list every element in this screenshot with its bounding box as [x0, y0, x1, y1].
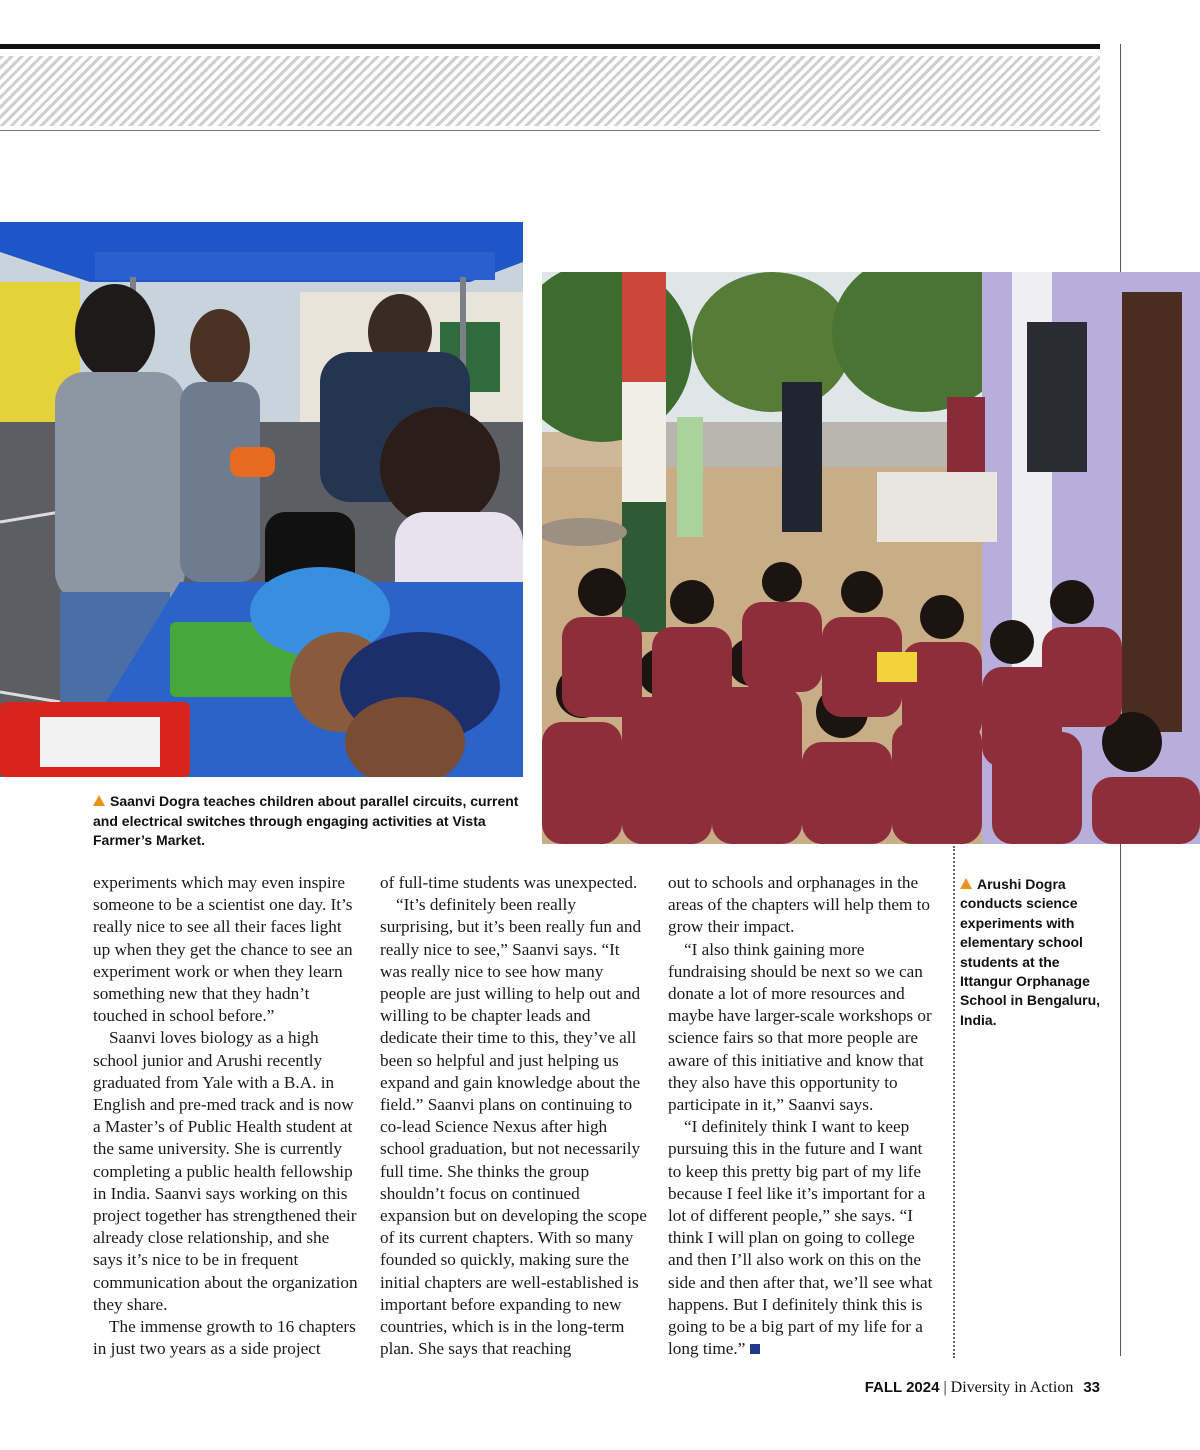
caption-market-text: Saanvi Dogra teaches children about parallel circuits, current and electrical switches through engaging activities at Vista Farmer’s Market. — [93, 793, 519, 848]
header-bottom-rule — [0, 130, 1100, 131]
article-paragraph: The immense growth to 16 chapters in just two years as a side project — [93, 1317, 356, 1359]
article-paragraph: Saanvi loves biology as a high school junior and Arushi recently graduated from Yale with a B.A. in English and pre-med track and is now a Master’s of Public Health student at the same university. She is currently completing a public health fellowship in India. Saanvi says working on this project together has strengthened their already close relationship, and she says it’s nice to be in frequent communication about the organization they share. — [93, 1028, 358, 1314]
caption-divider-dotted — [953, 846, 955, 1358]
photo-orphanage-school — [542, 272, 1200, 844]
header-hatch-band — [0, 56, 1100, 126]
article-column-3 — [668, 872, 938, 1360]
caption-school-photo — [960, 875, 1110, 1030]
page-number: 33 — [1083, 1379, 1100, 1396]
article-paragraph: “It’s definitely been really surprising, but it’s been really fun and really nice to see,” Saanvi says. “It was really nice to see how many people are just willing to help out and willing to be chapter leads and dedicate their time to this, they’ve all been so helpful and just helping us expand and gain knowledge about the field.” Saanvi plans on continuing to co-lead Science Nexus after high school graduation, but not necessarily full time. She thinks the group shouldn’t focus on continued expansion but on developing the scope of its current chapters. With so many founded so quickly, making sure the initial chapters are well-established is important before expanding to new countries, which is in the long-term plan. She says that reaching — [380, 895, 647, 1359]
article-paragraph: “I also think gaining more fundraising should be next so we can donate a lot of more resources and maybe have larger-scale workshops or science fairs so that more people are aware of this initiative and know that they also have this opportunity to participate in it,” Saanvi says. — [668, 939, 932, 1115]
margin-rule-top — [1120, 44, 1121, 272]
header-top-rule — [0, 44, 1100, 49]
caption-market-photo — [93, 792, 533, 851]
article-paragraph: experiments which may even inspire someone to be a scientist one day. It’s really nice to see all their faces light up when they get the chance to see an experiment work or when they learn something new that they hadn’t touched in school before.” — [93, 873, 353, 1026]
end-mark-icon — [750, 1344, 760, 1354]
market-photo-illustration — [0, 222, 523, 777]
footer-season: FALL 2024 — [864, 1379, 940, 1396]
page-footer — [865, 1379, 1100, 1397]
margin-rule-bottom — [1120, 844, 1121, 1356]
article-column-1 — [93, 872, 361, 1360]
article-final-text: “I definitely think I want to keep pursuing this in the future and I want to keep this pretty big part of my life because I feel like it’s important for a lot of different people,” she says. “I think I will plan on going to college and then I’ll also work on this on the side and then after that, we’ll see what happens. But I definitely think this is going to be a big part of my life for a long time.” — [668, 1117, 933, 1359]
photo-farmers-market — [0, 222, 523, 777]
article-paragraph-final — [668, 1116, 938, 1360]
footer-publication: Diversity in Action — [950, 1379, 1074, 1396]
article-column-2 — [380, 872, 648, 1360]
caption-triangle-icon — [93, 795, 105, 806]
article-paragraph: of full-time students was unexpected. — [380, 873, 638, 892]
caption-school-text: Arushi Dogra conducts science experiments with elementary school students at the Ittangur Orphanage School in Bengaluru, India. — [960, 876, 1101, 1028]
caption-triangle-icon — [960, 878, 972, 889]
footer-separator: | — [943, 1379, 947, 1396]
article-paragraph: out to schools and orphanages in the areas of the chapters will help them to grow their impact. — [668, 873, 931, 937]
school-photo-illustration — [542, 272, 1200, 844]
